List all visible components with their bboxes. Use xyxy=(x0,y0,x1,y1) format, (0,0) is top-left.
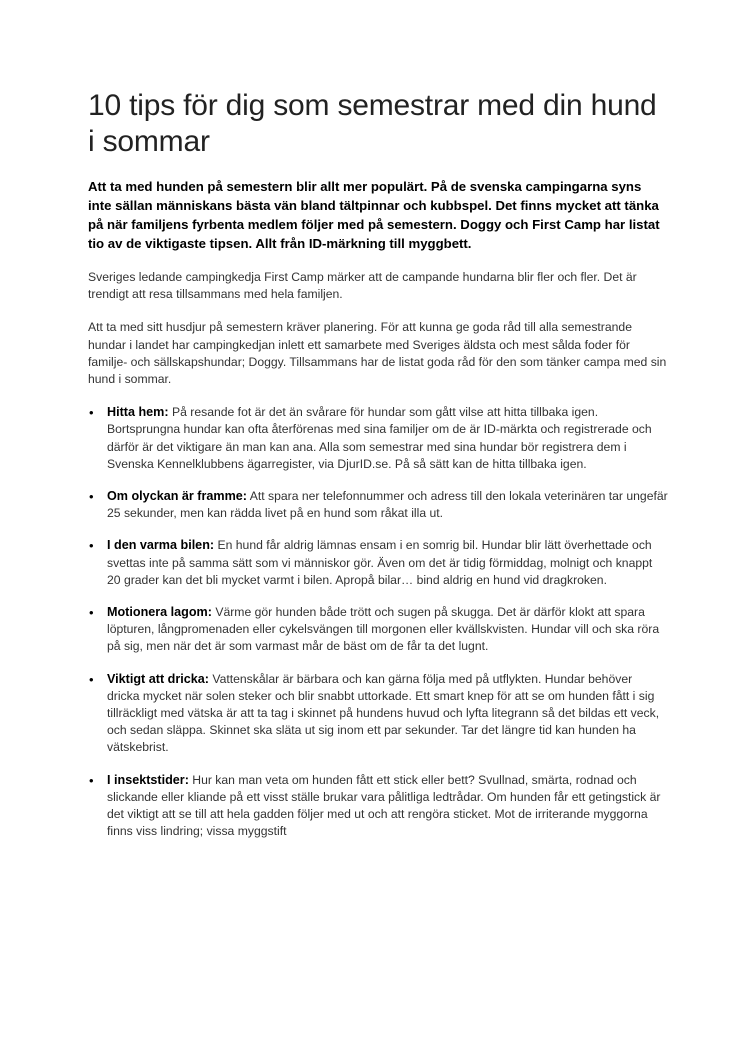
tip-text: En hund får aldrig lämnas ensam i en somrig bil. Hundar blir lätt överhettade och svettas inte på samma sätt som vi människor gör. Även om det är tidig förmiddag, molnigt och knappt 20 grader kan det bli mycket varmt i bilen. Apropå bilar… bind aldrig en hund vid dragkroken. xyxy=(107,538,653,587)
tip-title: I insektstider: xyxy=(107,772,189,787)
article xyxy=(88,88,668,855)
tip-title: I den varma bilen: xyxy=(107,538,215,553)
bullet-icon: • xyxy=(89,772,94,788)
article-title: 10 tips för dig som semestrar med din hund i sommar xyxy=(88,89,657,158)
bullet-icon: • xyxy=(89,405,94,421)
tip-title: Motionera lagom: xyxy=(107,605,212,620)
tip-item xyxy=(88,488,668,522)
tip-item xyxy=(88,772,668,841)
bullet-icon: • xyxy=(89,605,94,621)
bullet-icon: • xyxy=(89,671,94,687)
tip-item xyxy=(88,537,668,589)
tip-text: På resande fot är det än svårare för hundar som gått vilse att hitta tillbaka igen. Bortsprungna hundar kan ofta återförenas med sina familjer om de är ID-märkta och registrerade och därför är det viktigare än man kan ana. Alla som semestrar med sina hundar bör registrera dem i Svenska Kennelklubbens ägarregister, via DjurID.se. På så sätt kan de hitta tillbaka igen. xyxy=(107,405,652,471)
tip-text: Vattenskålar är bärbara och kan gärna följa med på utflykten. Hundar behöver dricka mycket när solen steker och blir snabbt uttorkade. Ett smart knep för att se om hunden fått i sig tillräckligt med vätska är att ta tag i skinnet på hundens huvud och lyfta litegrann så det bildas ett veck, och sedan släppa. Skinnet ska släta ut sig inom ett par sekunder. Tar det längre tid kan hunden ha vätskebrist. xyxy=(107,671,660,755)
tip-text: Värme gör hunden både trött och sugen på skugga. Det är därför klokt att spara löpturen, långpromenaden eller cykelsvängen till morgonen eller kvällskvisten. Hundar vill och ska röra på sig, men när det är som varmast mår de bäst om de får ta det lugnt. xyxy=(107,605,660,654)
body-paragraph: Sveriges ledande campingkedja First Camp märker att de campande hundarna blir fler och fler. Det är trendigt att resa tillsammans med hela familjen. xyxy=(88,270,637,302)
tip-item xyxy=(88,404,668,473)
tip-title: Viktigt att dricka: xyxy=(107,671,209,686)
tips-list xyxy=(88,404,668,840)
body-paragraph: Att ta med sitt husdjur på semestern kräver planering. För att kunna ge goda råd till alla semestrande hundar i landet har campingkedjan inlett ett samarbete med Sveriges äldsta och mest sålda foder för familje- och sällskapshundar; Doggy. Tillsammans har de listat goda råd för den som tänker campa med sin hund i sommar. xyxy=(88,320,667,387)
tip-text: Hur kan man veta om hunden fått ett stick eller bett? Svullnad, smärta, rodnad och slickande eller kliande på ett visst ställe brukar vara pålitliga ledtrådar. Om hunden får ett getingstick är det viktigt att se till att hela gadden följer med ut och att rengöra sticket. Mot de irriterande myggorna finns viss lindring; vissa myggstift xyxy=(107,772,661,839)
tip-title: Om olyckan är framme: xyxy=(107,489,247,504)
tip-item xyxy=(88,671,668,757)
bullet-icon: • xyxy=(89,538,94,554)
tip-title: Hitta hem: xyxy=(107,405,169,420)
tip-item xyxy=(88,604,668,656)
bullet-icon: • xyxy=(89,489,94,505)
article-lead: Att ta med hunden på semestern blir allt mer populärt. På de svenska campingarna syns inte sällan människans bästa vän bland tältpinnar och kubbspel. Det finns mycket att tänka på när familjens fyrbenta medlem följer med på semestern. Doggy och First Camp har listat tio av de viktigaste tipsen. Allt från ID-märkning till myggbett. xyxy=(88,179,660,251)
tip-text: Att spara ner telefonnummer och adress till den lokala veterinären tar ungefär 25 sekunder, men kan rädda livet på en hund som råkat illa ut. xyxy=(107,489,668,521)
